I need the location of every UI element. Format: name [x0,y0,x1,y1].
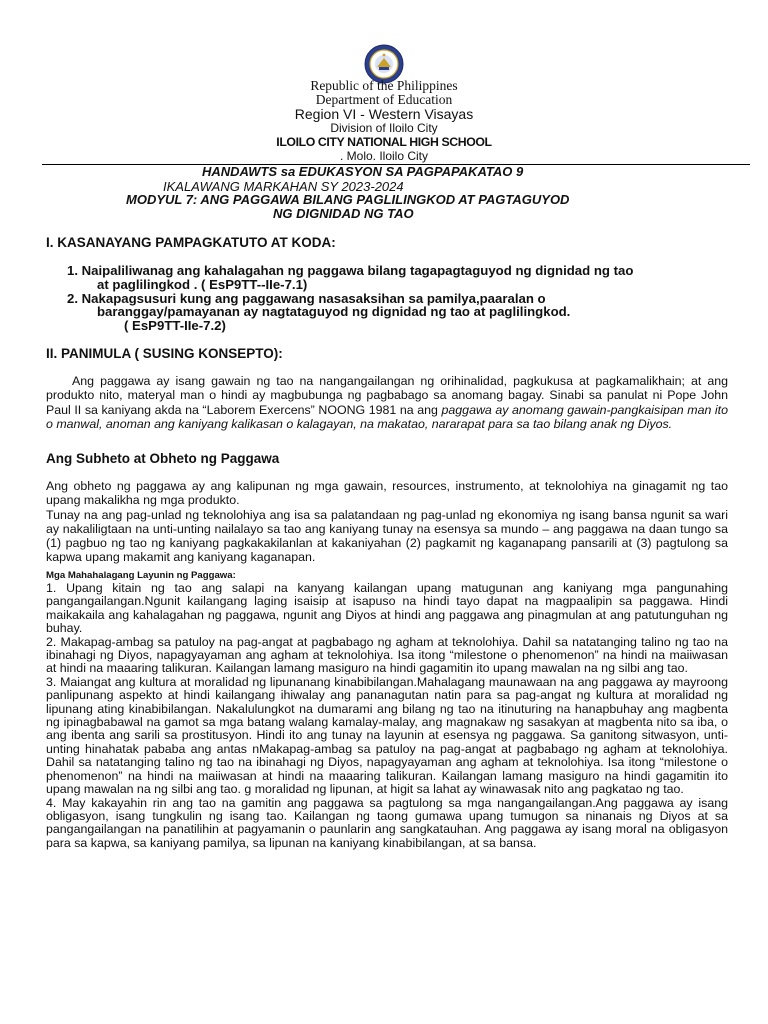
objective-2-line-1: 2. Nakapagsusuri kung ang paggawang nasasaksihan sa pamilya,paaralan o [67,291,546,306]
school-name: ILOILO CITY NATIONAL HIGH SCHOOL [276,135,492,149]
layunin-item-4: 4. May kakayahin rin ang tao na gamitin ang paggawa sa pagtulong sa mga nangangailangan.Ang paggawa ay isang obligasyon, isang tungkulin ng isang tao. Kailangan ng taong gumawa upang tumugon sa ninanais ng Diyos at sa pangangailangan na panatilihin at pagyamanin o paunlarin ang sangkatauhan. Ang paggawa ay isang moral na obligasyon para sa kapwa, sa kaniyang pamilya, sa lipunan na kaniyang kinabibilangan, at sa bansa. [46,795,728,850]
layunin-heading: Mga Mahahalagang Layunin ng Paggawa: [46,570,236,581]
quarter-line: IKALAWANG MARKAHAN SY 2023-2024 [163,179,404,194]
panimula-italic-text: paggawa ay anomang gawain-pangkaisipan man ito o manwal, anoman ang kaniyang kalikasan o kalagayan, na makatao, nararapat para sa tao bilang anak ng Diyos. [46,402,729,431]
subheto-paragraph-1: Ang obheto ng paggawa ay ang kalipunan ng mga gawain, resources, instrumento, at teknolohiya na ginagamit ng tao upang makalikha ng mga produkto. [46,479,728,508]
panimula-text: Ang paggawa ay isang gawain ng tao na nangangailangan ng orihinalidad, pagkukusa at pagkamalikhain; at ang produkto nito, materyal man o hindi ay magbubunga ng pagbabago sa anomang bagay. Sinabi sa panulat ni Pope John Paul II sa kaniyang akda na “Laborem Exercens” NOONG 1981 na ang [46,374,728,417]
republic-line: Republic of the Philippines [310,78,458,93]
handout-title: HANDAWTS sa EDUKASYON SA PAGPAPAKATAO 9 [202,164,524,179]
layunin-list [46,582,728,850]
module-title: MODYUL 7: ANG PAGGAWA BILANG PAGLILINGKOD AT PAGTAGUYOD [126,192,570,207]
objective-1-line-1: 1. Naipaliliwanag ang kahalagahan ng paggawa bilang tagapagtaguyod ng dignidad ng tao [67,263,634,278]
subheto-paragraph-2: Tunay na ang pag-unlad ng teknolohiya ang isa sa palatandaan ng pag-unlad ng ekonomiya ng isang bansa ngunit sa wari ay nakaliligtaan na unti-unting nailalayo sa tao ang kaniyang tunay na esensya sa mundo – ang paggawa na daan tungo sa (1) pagbuo ng tao ng kaniyang pagkakakilanlan at kakaniyahan (2) pagkamit ng kaganapang pansarili at (3) pagtulong sa kapwa upang makamit ang kaniyang kaganapan. [46,507,728,565]
subheto-heading: Ang Subheto at Obheto ng Paggawa [46,451,280,466]
division-line: Division of Iloilo City [330,121,438,135]
layunin-item-2: 2. Makapag-ambag sa patuloy na pag-angat at pagbabago ng agham at teknolohiya. Dahil sa natatanging talino ng tao na ibinahagi ng Diyos, napagyayaman ang agham at teknolohiya. Isa itong “milestone o phenomenon” na hindi na maiiwasan at hindi na maaaring talikuran. Kailangan lamang masiguro na hindi gagamitin ito upang mawalan na ng silbi ang tao. [46,634,728,676]
panimula-paragraph [46,374,728,431]
objective-1-line-2: at paglilingkod . ( EsP9TT--IIe-7.1) [97,277,308,292]
layunin-item-1: 1. Upang kitain ng tao ang salapi na kanyang kailangan upang matugunan ang kaniyang mga pangunahing pangangailangan.Ngunit kailangang laging isaisip at isapuso na hindi tayo dapat na magpaalipin sa paggawa. Hindi maikakaila ang kahalagahan ng paggawa, ngunit ang Diyos at hindi ang paggawa ang pinagmulan at ang patutunguhan ng buhay. [46,581,728,636]
subheto-body [46,479,728,565]
module-subtitle: NG DIGNIDAD NG TAO [273,206,414,221]
layunin-item-3: 3. Maiangat ang kultura at moralidad ng lipunanang kinabibilangan.Mahalagang maunawaan na ang paggawa ay mayroong panlipunang aspekto at hindi kailangang ihiwalay ang pananagutan natin para sa pag-angat ng kultura at moralidad ng lipunang ating kinabibilangan. Nakalulungkot na dumarami ang bilang ng tao na itinuturing na hanapbuhay ang magbenta ng ipinagbabawal na gamot sa mga batang walang kamalay-malay, ang magnakaw ng sasakyan at magbenta nito sa iba, o ang ibenta ang sarili sa prostitusyon. Hindi ito ang tunay na layunin at esensya ng paggawa. Sa ganitong sitwasyon, unti-unting hinahatak pababa ang antas nMakapag-ambag sa patuloy na pag-angat at pagbabago ng agham at teknolohiya. Dahil sa natatanging talino ng tao na ibinahagi ng Diyos, napagyayaman ang agham at teknolohiya. Isa itong “milestone o phenomenon” na hindi na maiiwasan at hindi na maaaring talikuran. Kailangan lamang masiguro na hindi gagamitin ito upang mawalan na ng silbi ang tao. g moralidad ng lipunan, at higit sa lahat ay winawasak nito ang pagkatao ng tao. [46,674,728,797]
objective-2-line-3: ( EsP9TT-IIe-7.2) [124,318,226,333]
objective-2-line-2: baranggay/pamayanan ay nagtataguyod ng dignidad ng tao at paglilingkod. [97,304,571,319]
department-line: Department of Education [315,92,453,107]
section-heading-panimula: II. PANIMULA ( SUSING KONSEPTO): [46,346,283,361]
school-address: . Molo. Iloilo City [339,149,429,163]
section-heading-kasanayang: I. KASANAYANG PAMPAGKATUTO AT KODA: [46,235,336,250]
region-line: Region VI - Western Visayas [294,106,474,122]
